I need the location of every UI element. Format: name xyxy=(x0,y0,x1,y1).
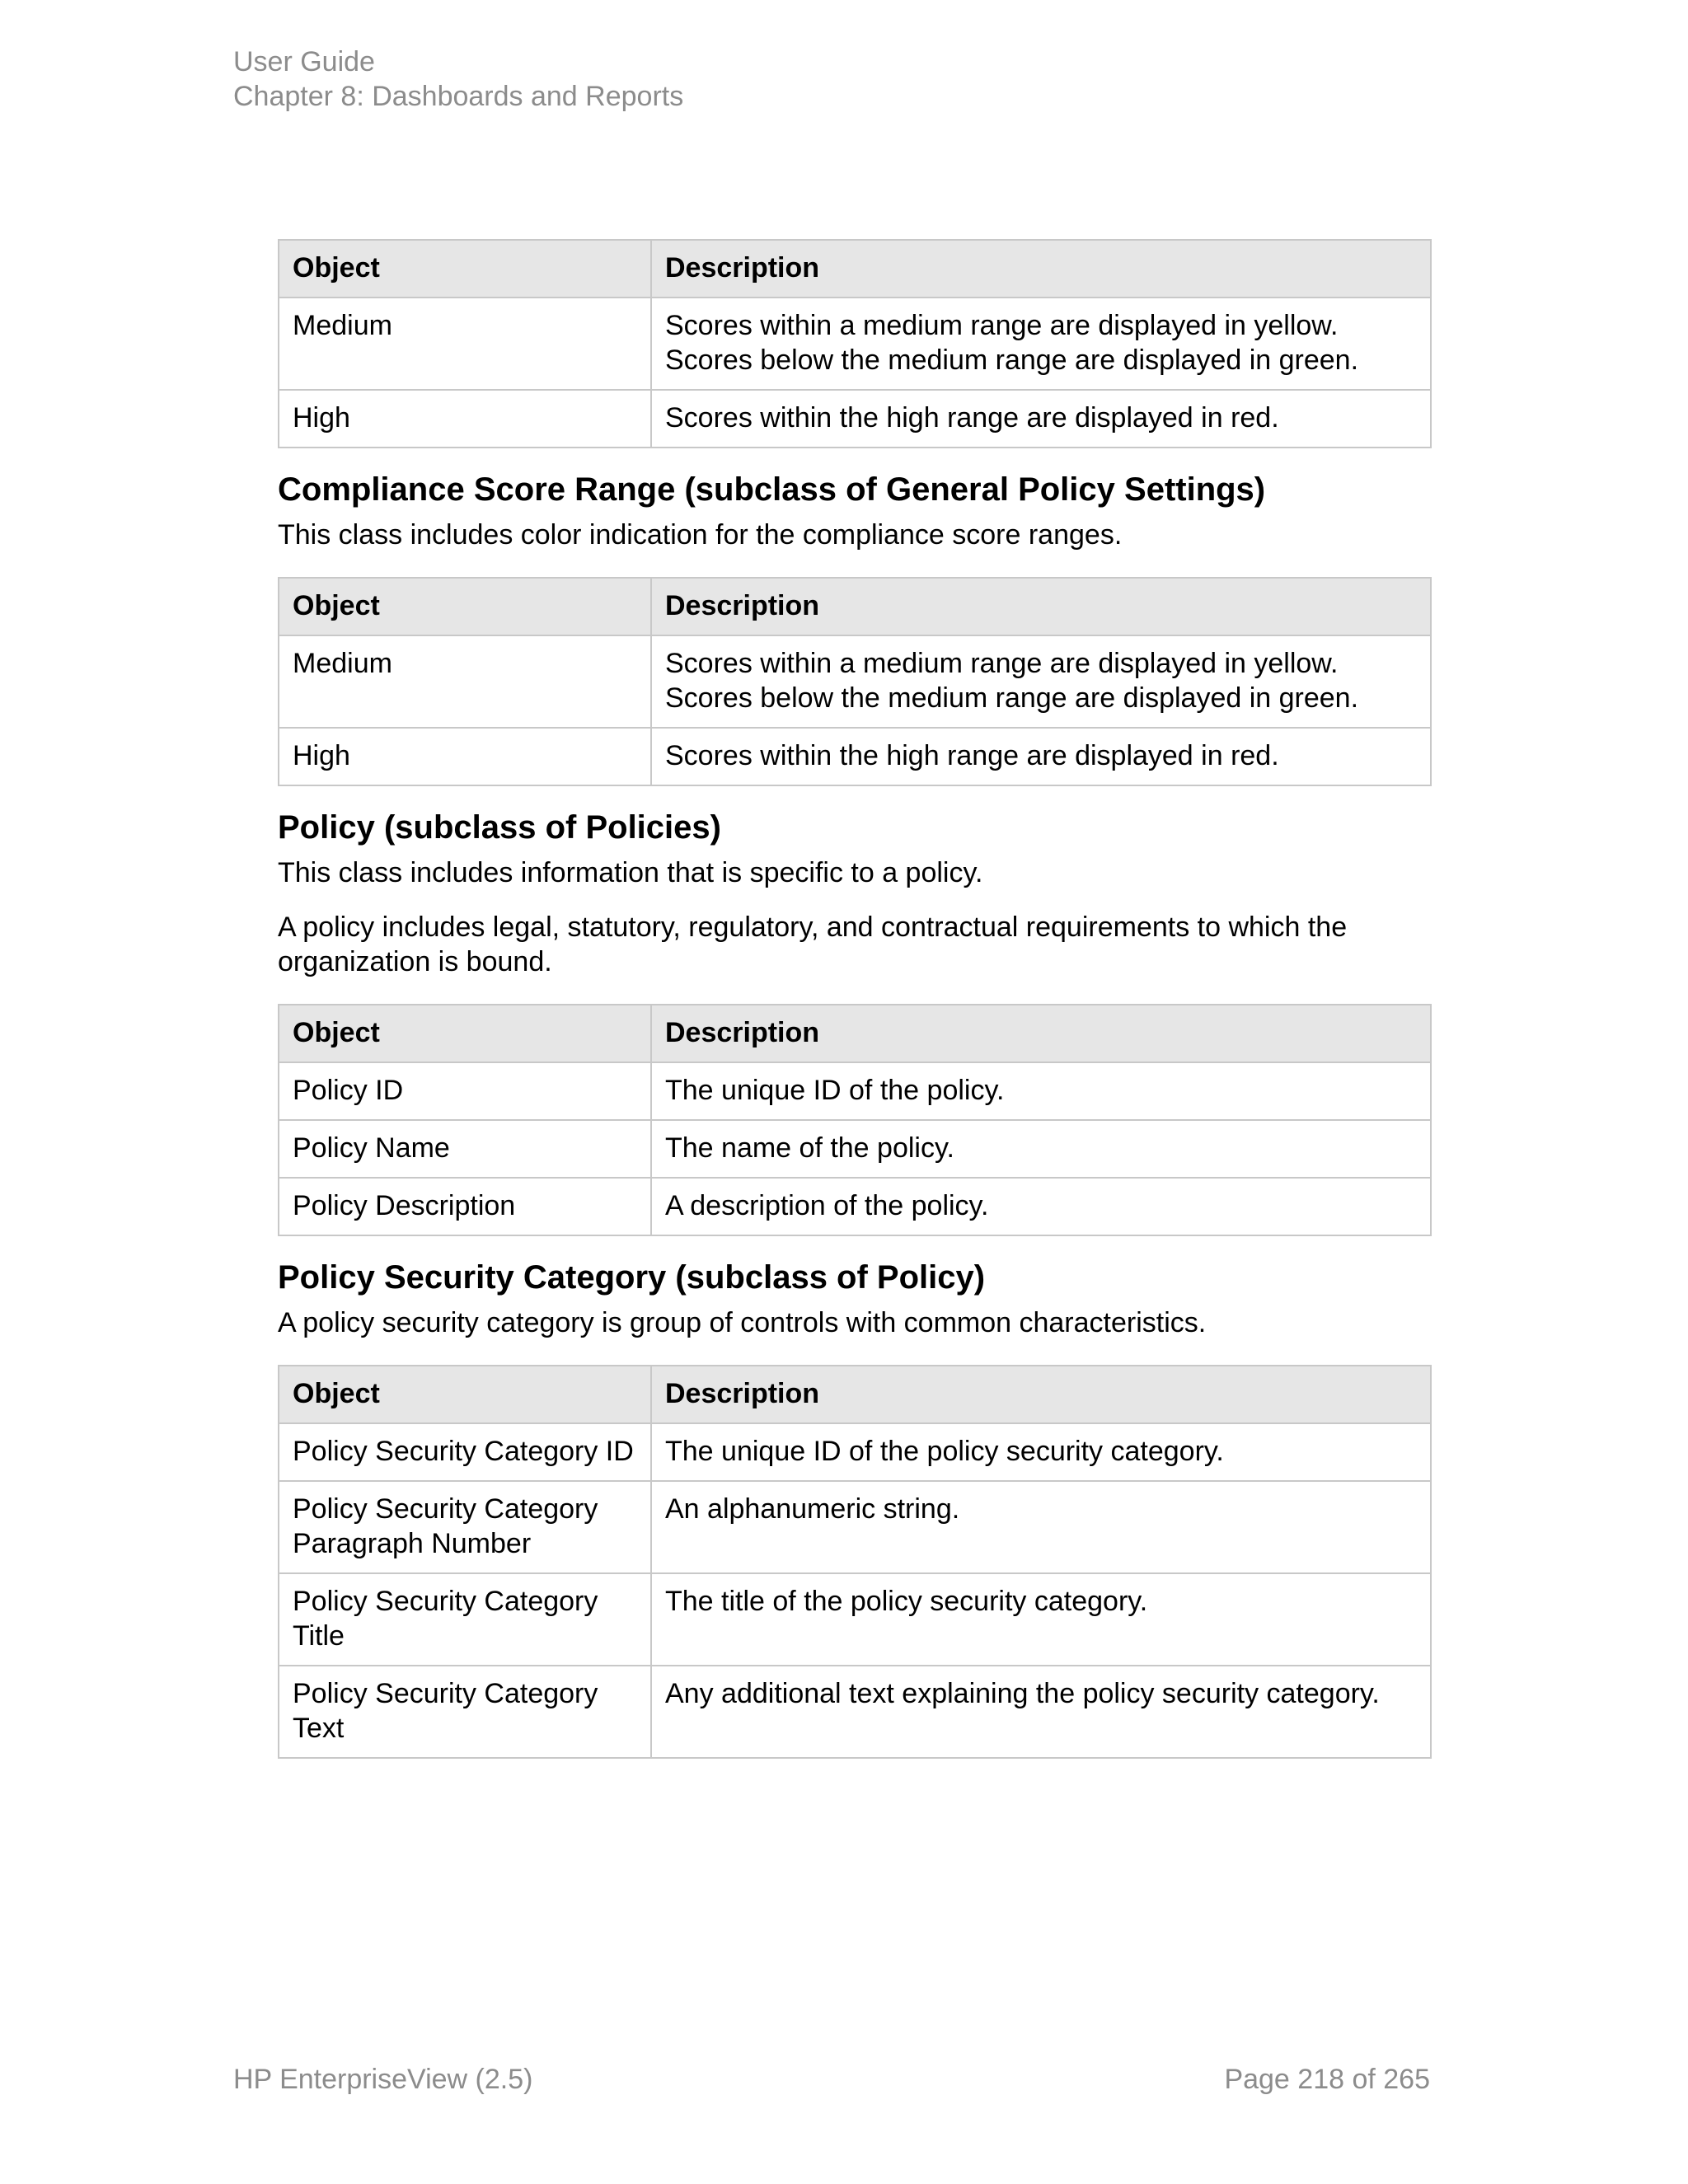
page-number: Page 218 of 265 xyxy=(1224,2064,1430,2095)
description-cell: The unique ID of the policy security category. xyxy=(651,1423,1431,1481)
table-header-row xyxy=(279,240,1431,298)
table-header-row xyxy=(279,1366,1431,1423)
column-header-object: Object xyxy=(279,1366,651,1423)
description-cell: Scores within the high range are displayed in red. xyxy=(651,728,1431,785)
table-row xyxy=(279,1666,1431,1758)
table-row xyxy=(279,298,1431,390)
object-cell: Medium xyxy=(279,298,651,390)
table-row xyxy=(279,1573,1431,1666)
table-header-row xyxy=(279,1005,1431,1062)
table-row xyxy=(279,1481,1431,1573)
description-cell: The name of the policy. xyxy=(651,1120,1431,1178)
chapter-title: Chapter 8: Dashboards and Reports xyxy=(233,81,684,112)
page-content xyxy=(278,239,1430,1759)
description-cell: The unique ID of the policy. xyxy=(651,1062,1431,1120)
column-header-description: Description xyxy=(651,1366,1431,1423)
column-header-description: Description xyxy=(651,240,1431,298)
guide-title: User Guide xyxy=(233,46,375,77)
column-header-description: Description xyxy=(651,1005,1431,1062)
object-cell: Policy Security Category Text xyxy=(279,1666,651,1758)
policy-security-category-table xyxy=(278,1365,1432,1759)
policy-table xyxy=(278,1004,1432,1236)
object-cell: Policy Security Category ID xyxy=(279,1423,651,1481)
description-cell: An alphanumeric string. xyxy=(651,1481,1431,1573)
column-header-object: Object xyxy=(279,240,651,298)
description-cell: Scores within a medium range are displayed in yellow. Scores below the medium range are displayed in green. xyxy=(651,298,1431,390)
page-footer xyxy=(233,2062,1430,2097)
column-header-object: Object xyxy=(279,1005,651,1062)
table-row xyxy=(279,390,1431,448)
column-header-description: Description xyxy=(651,578,1431,635)
section-heading-category: Policy Security Category (subclass of Policy) xyxy=(278,1259,986,1296)
table-row xyxy=(279,1178,1431,1235)
description-cell: A description of the policy. xyxy=(651,1178,1431,1235)
description-cell: Any additional text explaining the policy security category. xyxy=(651,1666,1431,1758)
object-cell: Policy Description xyxy=(279,1178,651,1235)
description-cell: The title of the policy security category. xyxy=(651,1573,1431,1666)
section-intro-policy: This class includes information that is specific to a policy. xyxy=(278,857,983,888)
table-header-row xyxy=(279,578,1431,635)
section-heading-policy: Policy (subclass of Policies) xyxy=(278,809,721,846)
table-row xyxy=(279,1062,1431,1120)
column-header-object: Object xyxy=(279,578,651,635)
product-name: HP EnterpriseView (2.5) xyxy=(233,2064,533,2095)
section-heading-compliance: Compliance Score Range (subclass of General Policy Settings) xyxy=(278,471,1266,508)
table-row xyxy=(279,728,1431,785)
section-intro-category: A policy security category is group of controls with common characteristics. xyxy=(278,1307,1207,1338)
description-cell: Scores within the high range are displayed in red. xyxy=(651,390,1431,448)
object-cell: Policy ID xyxy=(279,1062,651,1120)
object-cell: Policy Security Category Title xyxy=(279,1573,651,1666)
table-row xyxy=(279,1120,1431,1178)
compliance-score-table xyxy=(278,577,1432,786)
table-row xyxy=(279,635,1431,728)
score-range-table xyxy=(278,239,1432,448)
object-cell: Medium xyxy=(279,635,651,728)
object-cell: Policy Security Category Paragraph Number xyxy=(279,1481,651,1573)
description-cell: Scores within a medium range are displayed in yellow. Scores below the medium range are displayed in green. xyxy=(651,635,1431,728)
table-row xyxy=(279,1423,1431,1481)
page-header xyxy=(233,45,683,114)
object-cell: High xyxy=(279,728,651,785)
section-intro2-policy: A policy includes legal, statutory, regulatory, and contractual requirements to which the organization is bound. xyxy=(278,912,1348,977)
object-cell: High xyxy=(279,390,651,448)
object-cell: Policy Name xyxy=(279,1120,651,1178)
section-intro-compliance: This class includes color indication for the compliance score ranges. xyxy=(278,519,1123,551)
